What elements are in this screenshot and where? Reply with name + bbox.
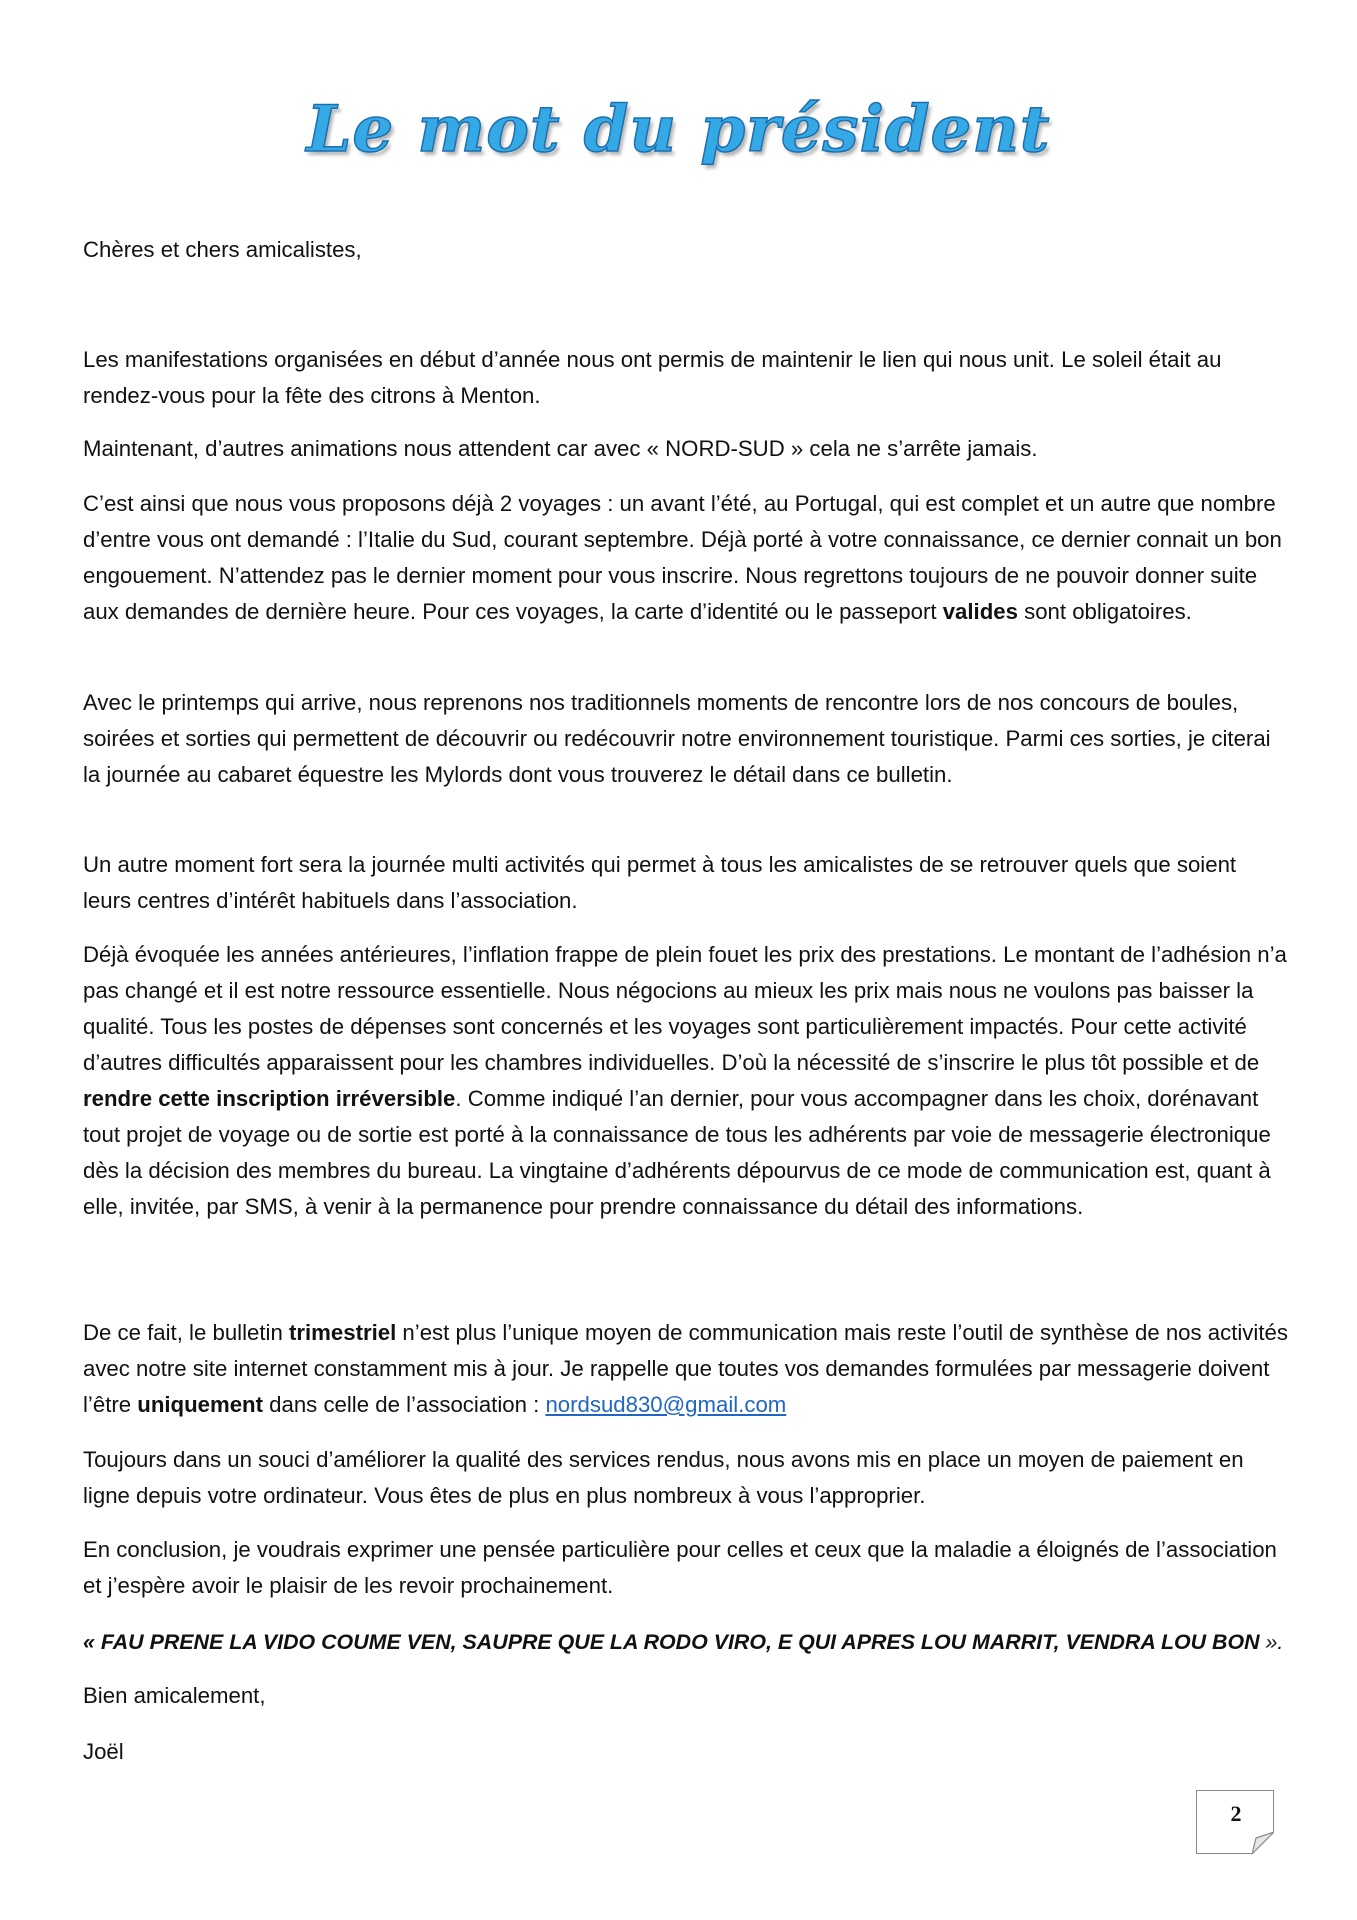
paragraph-4: Avec le printemps qui arrive, nous reprenons nos traditionnels moments de rencontre lors de nos concours de boules, soirées et sorties qui permettent de découvrir ou redécouvrir notre environnement touristique. Parmi ces sorties, je citerai la journée au cabaret équestre les Mylords dont vous trouverez le détail dans ce bulletin. [83,690,1271,787]
paragraph-6-emphasis: rendre cette inscription irréversible [83,1086,456,1111]
page-title: Le mot du président [306,92,1051,167]
page-number: 2 [1230,1801,1242,1826]
paragraph-3-text: C’est ainsi que nous vous proposons déjà 2 voyages : un avant l’été, au Portugal, qui est complet et un autre que nombre d’entre vous ont demandé : l’Italie du Sud, courant septembre. Déjà porté à votre connaissance, ce dernier connait un bon engouement. N’attendez pas le dernier moment pour vous inscrire. Nous regrettons toujours de ne pouvoir donner suite aux demandes de dernière heure. Pour ces voyages, la carte d’identité ou le passeport [83,491,1282,624]
association-email-link[interactable]: nordsud830@gmail.com [545,1392,787,1417]
signature: Joël [83,1739,124,1764]
paragraph-8: Toujours dans un souci d’améliorer la qualité des services rendus, nous avons mis en place un moyen de paiement en ligne depuis votre ordinateur. Vous êtes de plus en plus nombreux à vous l’approprier. [83,1447,1244,1508]
paragraph-7 [83,1315,1288,1423]
paragraph-7-text-mid: n’est plus l’unique moyen de communication mais reste l’outil de synthèse de nos activités avec notre site internet constamment mis à jour. Je rappelle que toutes vos demandes formulées par messagerie doivent l’être [83,1320,1288,1417]
paragraph-5: Un autre moment fort sera la journée multi activités qui permet à tous les amicalistes de se retrouver quels que soient leurs centres d’intérêt habituels dans l’association. [83,852,1237,913]
paragraph-7-emphasis-2: uniquement [137,1392,263,1417]
paragraph-1: Les manifestations organisées en début d’année nous ont permis de maintenir le lien qui nous unit. Le soleil était au rendez-vous pour la fête des citrons à Menton. [83,347,1222,408]
paragraph-7-emphasis-1: trimestriel [288,1320,397,1345]
paragraph-3-text-end: sont obligatoires. [1017,599,1192,624]
paragraph-6-text-end: . Comme indiqué l’an dernier, pour vous accompagner dans les choix, dorénavant tout projet de voyage ou de sortie est porté à la connaissance de tous les adhérents par voie de messagerie électronique dès la décision des membres du bureau. La vingtaine d’adhérents dépourvus de ce mode de communication est, quant à elle, invitée, par SMS, à venir à la permanence pour prendre connaissance du détail des informations. [83,1086,1271,1219]
closing: Bien amicalement, [83,1683,266,1708]
paragraph-6-text: Déjà évoquée les années antérieures, l’inflation frappe de plein fouet les prix des prestations. Le montant de l’adhésion n’a pas changé et il est notre ressource essentielle. Nous négocions au mieux les prix mais nous ne voulons pas baisser la qualité. Tous les postes de dépenses sont concernés et les voyages sont particulièrement impactés. Pour cette activité d’autres difficultés apparaissent pour les chambres individuelles. D’où la nécessité de s’inscrire le plus tôt possible et de [83,942,1287,1075]
quote-end: ». [1259,1630,1284,1654]
paragraph-9: En conclusion, je voudrais exprimer une pensée particulière pour celles et ceux que la maladie a éloignés de l’association et j’espère avoir le plaisir de les revoir prochainement. [83,1537,1277,1598]
paragraph-7-text-end: dans celle de l’association : [263,1392,546,1417]
paragraph-3 [83,486,1288,630]
page-corner-fold-icon [1252,1832,1274,1854]
paragraph-7-text: De ce fait, le bulletin [83,1320,289,1345]
paragraph-2: Maintenant, d’autres animations nous attendent car avec « NORD-SUD » cela ne s’arrête jamais. [83,436,1038,461]
quote-text: « FAU PRENE LA VIDO COUME VEN, SAUPRE QUE LA RODO VIRO, E QUI APRES LOU MARRIT, VENDRA LOU BON [83,1630,1260,1654]
paragraph-3-emphasis: valides [942,599,1018,624]
provencal-quote [83,1624,1288,1660]
salutation: Chères et chers amicalistes, [83,237,362,262]
paragraph-6 [83,937,1288,1225]
